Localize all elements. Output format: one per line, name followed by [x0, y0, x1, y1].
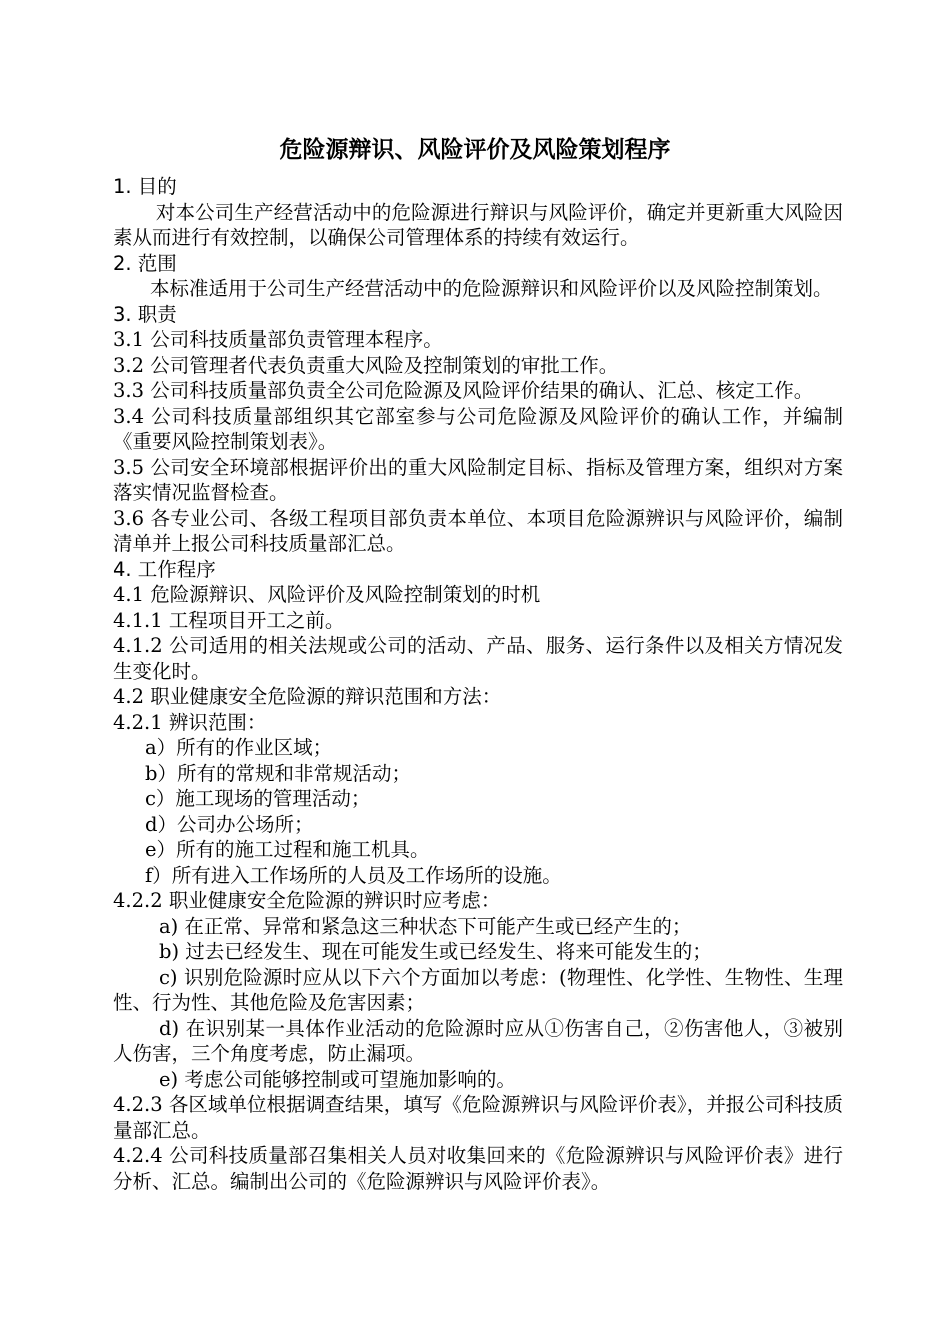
paragraph: a) 在正常、异常和紧急这三种状态下可能产生或已经产生的； — [159, 914, 692, 938]
paragraph: b) 过去已经发生、现在可能发生或已经发生、将来可能发生的； — [159, 940, 712, 963]
section-heading: 1. 目的 — [113, 175, 177, 198]
paragraph: 4.2.2 职业健康安全危险源的辨识时应考虑： — [113, 889, 501, 912]
paragraph: 4.1 危险源辩识、风险评价及风险控制策划的时机 — [113, 583, 541, 606]
paragraph: c）施工现场的管理活动； — [145, 787, 371, 810]
paragraph: 4.2 职业健康安全危险源的辩识范围和方法： — [113, 685, 502, 708]
paragraph: e）所有的施工过程和施工机具。 — [145, 838, 430, 861]
paragraph: c) 识别危险源时应从以下六个方面加以考虑：(物理性、化学性、生物性、生理性、行为性、其他危险及危害因素； — [113, 965, 843, 1014]
paragraph: 本标准适用于公司生产经营活动中的危险源辩识和风险评价以及风险控制策划。 — [150, 277, 833, 300]
paragraph: d) 在识别某一具体作业活动的危险源时应从①伤害自己，②伤害他人，③被别人伤害，三个角度考虑，防止漏项。 — [113, 1016, 843, 1065]
paragraph: e) 考虑公司能够控制或可望施加影响的。 — [159, 1067, 516, 1091]
paragraph: 3.2 公司管理者代表负责重大风险及控制策划的审批工作。 — [113, 353, 619, 377]
paragraph: a）所有的作业区域； — [145, 736, 333, 759]
paragraph: 4.1.2 公司适用的相关法规或公司的活动、产品、服务、运行条件以及相关方情况发生变化时。 — [113, 634, 843, 683]
paragraph: 对本公司生产经营活动中的危险源进行辩识与风险评价，确定并更新重大风险因素从而进行有效控制，以确保公司管理体系的持续有效运行。 — [113, 200, 843, 249]
paragraph: 4.2.3 各区域单位根据调查结果，填写《危险源辨识与风险评价表》，并报公司科技质量部汇总。 — [113, 1093, 843, 1142]
paragraph: 3.4 公司科技质量部组织其它部室参与公司危险源及风险评价的确认工作，并编制《重要风险控制策划表》。 — [113, 404, 843, 453]
paragraph: 3.1 公司科技质量部负责管理本程序。 — [113, 328, 443, 351]
paragraph: 4.2.1 辨识范围： — [113, 710, 267, 734]
paragraph: 4.1.1 工程项目开工之前。 — [113, 608, 345, 632]
document-body — [113, 174, 843, 1194]
paragraph: d）公司办公场所； — [145, 812, 314, 836]
section-heading: 4. 工作程序 — [113, 557, 216, 581]
paragraph: f）所有进入工作场所的人员及工作场所的设施。 — [145, 863, 562, 887]
paragraph: b）所有的常规和非常规活动； — [145, 761, 411, 785]
section-heading: 3. 职责 — [113, 302, 177, 326]
section-heading: 2. 范围 — [113, 251, 177, 275]
paragraph: 3.6 各专业公司、各级工程项目部负责本单位、本项目危险源辨识与风险评价，编制清单并上报公司科技质量部汇总。 — [113, 506, 843, 555]
paragraph: 4.2.4 公司科技质量部召集相关人员对收集回来的《危险源辨识与风险评价表》进行分析、汇总。编制出公司的《危险源辨识与风险评价表》。 — [113, 1144, 843, 1193]
paragraph: 3.3 公司科技质量部负责全公司危险源及风险评价结果的确认、汇总、核定工作。 — [113, 379, 814, 402]
document-title: 危险源辩识、风险评价及风险策划程序 — [279, 137, 671, 163]
paragraph: 3.5 公司安全环境部根据评价出的重大风险制定目标、指标及管理方案，组织对方案落实情况监督检查。 — [113, 455, 843, 504]
